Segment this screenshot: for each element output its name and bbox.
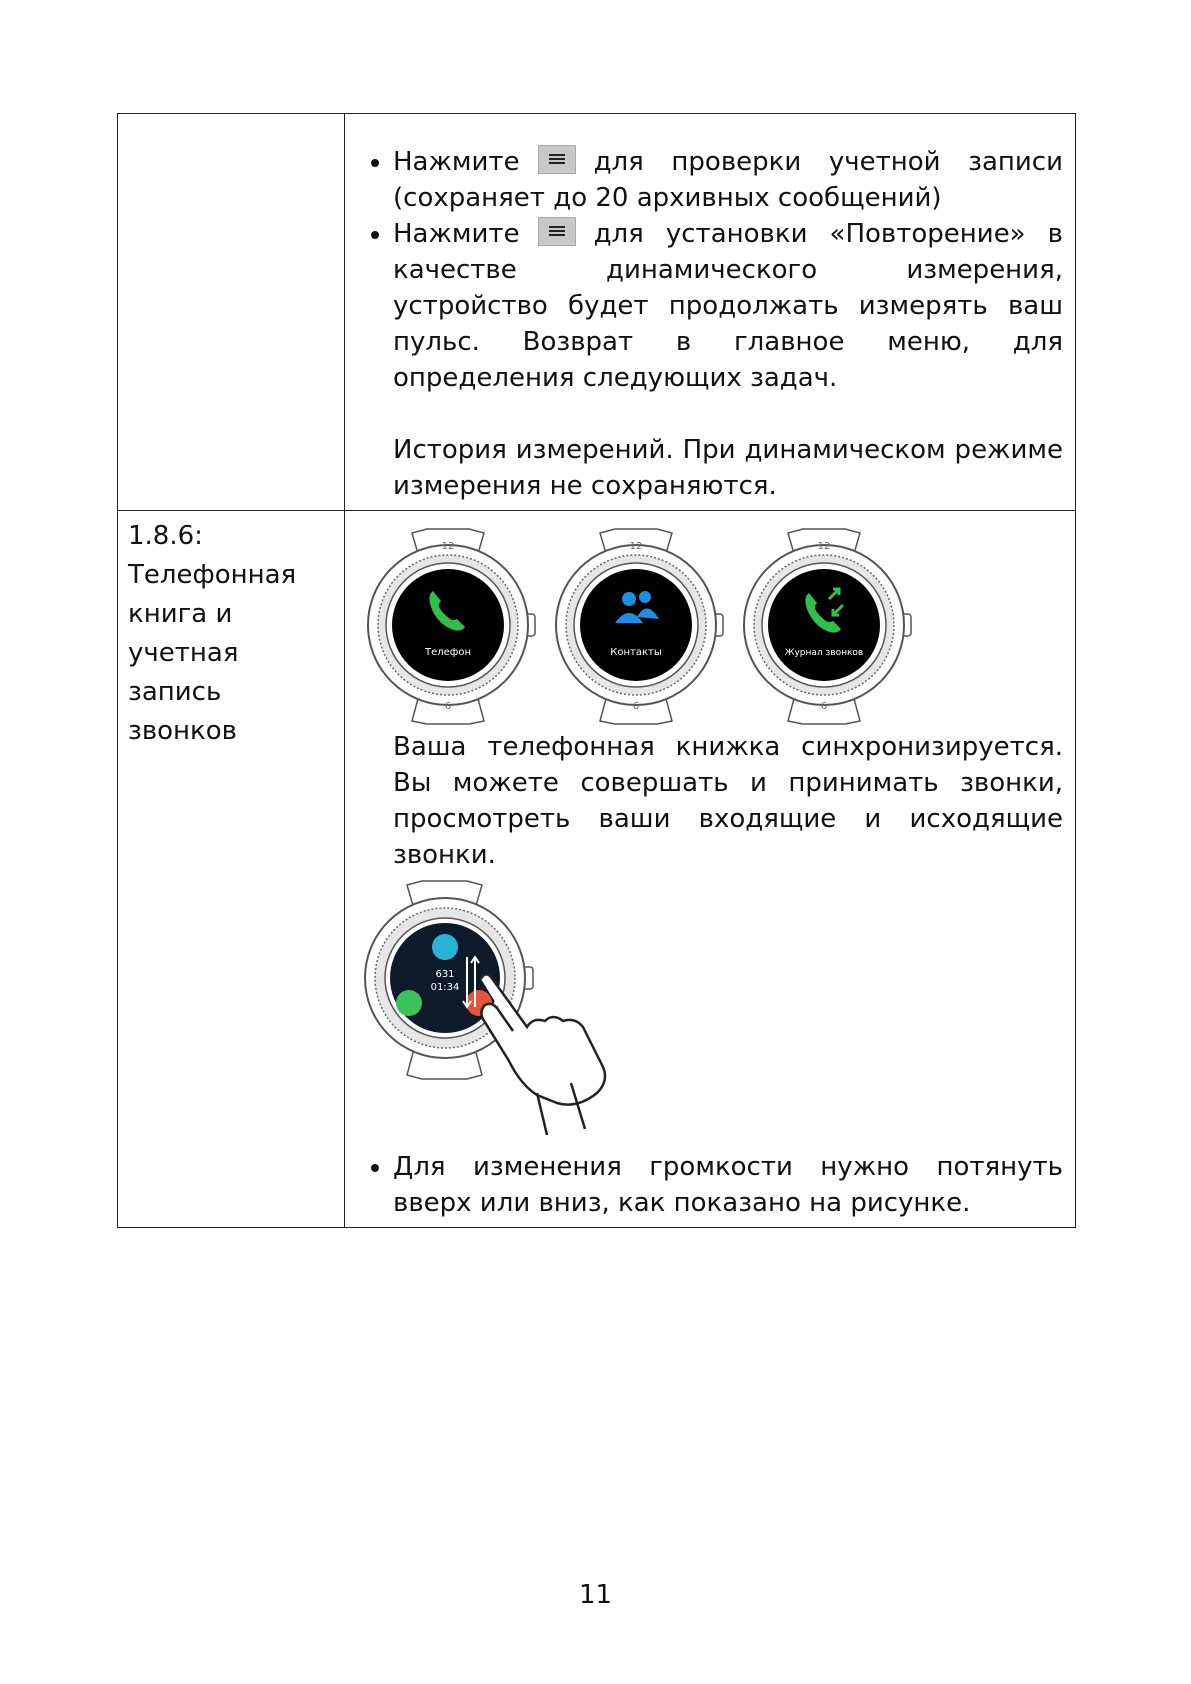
empty-left-cell — [118, 114, 345, 511]
svg-text:12: 12 — [629, 541, 643, 552]
svg-text:6: 6 — [820, 701, 828, 712]
menu-icon — [538, 145, 576, 174]
phonebook-cell — [345, 511, 1076, 1228]
history-note: История измерений. При динамическом режиме измерения не сохраняются. — [393, 435, 1063, 501]
accept-call-icon — [396, 990, 422, 1016]
call-number: 631 — [435, 969, 455, 980]
section-title: 1.8.6: Телефонная книга и учетная запись звонков — [128, 521, 297, 746]
watch-call-log — [733, 527, 915, 725]
watch-label: Контакты — [610, 647, 662, 658]
table-row — [118, 114, 1076, 511]
svg-text:12: 12 — [441, 541, 455, 552]
instruction-table — [117, 113, 1076, 1228]
call-duration: 01:34 — [430, 982, 460, 993]
call-volume-illustration — [357, 879, 667, 1139]
svg-text:12: 12 — [817, 541, 831, 552]
page-number: 11 — [578, 1580, 613, 1610]
bullet-history: Нажмите для проверки учетной записи (сохраняет до 20 архивных сообщений) — [357, 144, 1063, 216]
menu-icon — [538, 217, 576, 246]
bullet-repeat: Нажмите для установки «Повторение» в качестве динамического измерения, устройство будет продолжать измерять ваш пульс. Возврат в главное меню, для определения следующих задач. — [357, 216, 1063, 396]
table-row — [118, 511, 1076, 1228]
watch-contacts — [545, 527, 727, 725]
watch-phone — [357, 527, 539, 725]
watch-label: Журнал звонков — [784, 648, 864, 658]
watch-label: Телефон — [424, 647, 472, 658]
svg-text:6: 6 — [444, 701, 452, 712]
hand-gesture-icon — [481, 974, 605, 1104]
heart-rate-cell — [345, 114, 1076, 511]
phonebook-text: Ваша телефонная книжка синхронизируется. Вы можете совершать и принимать звонки, просмотреть ваши входящие и исходящие звонки. — [393, 732, 1063, 870]
svg-text:6: 6 — [632, 701, 640, 712]
section-title-cell — [118, 511, 345, 1228]
bullet-volume: Для изменения громкости нужно потянуть вверх или вниз, как показано на рисунке. — [357, 1149, 1063, 1221]
watch-illustrations — [357, 527, 1063, 725]
